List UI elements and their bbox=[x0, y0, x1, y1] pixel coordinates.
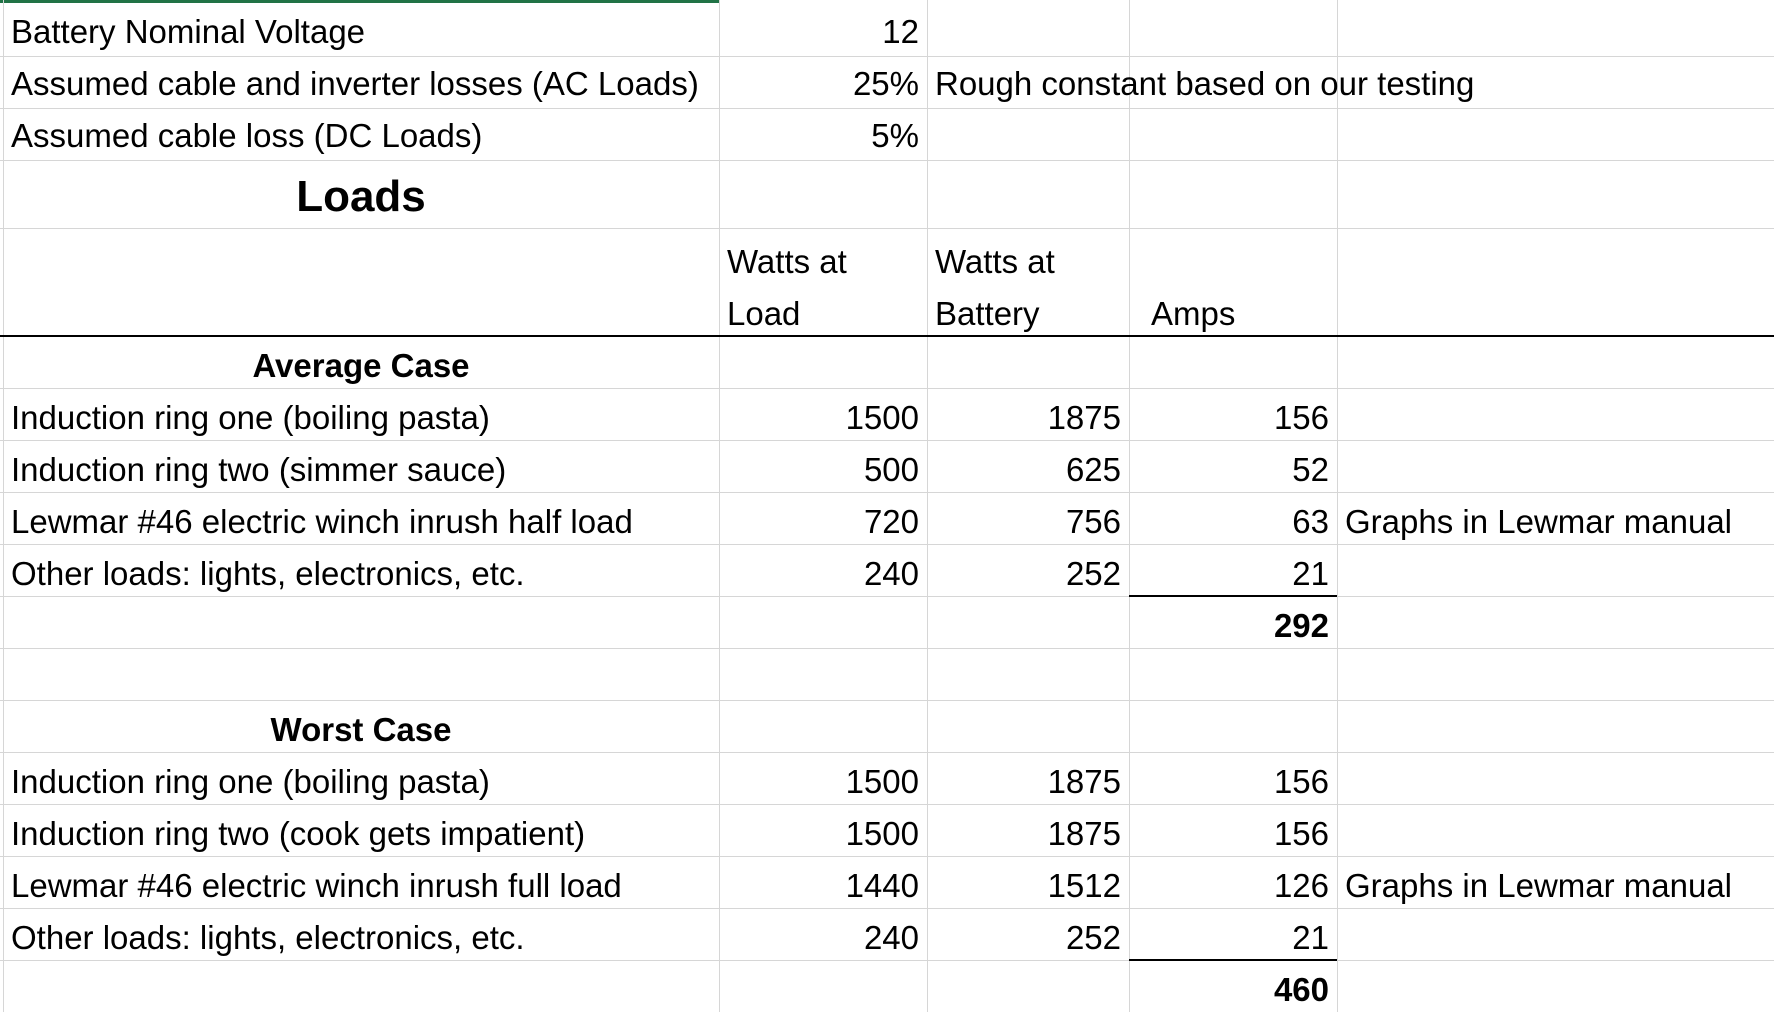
param-value-dc-loss[interactable]: 5% bbox=[871, 117, 919, 154]
watts-at-battery[interactable]: 1875 bbox=[1047, 399, 1121, 436]
selected-cell-indicator bbox=[0, 0, 720, 3]
gridline bbox=[0, 440, 1774, 441]
watts-at-battery[interactable]: 1512 bbox=[1047, 867, 1121, 904]
watts-at-battery[interactable]: 1875 bbox=[1047, 815, 1121, 852]
header-bottom-border bbox=[0, 335, 1774, 337]
watts-at-battery[interactable]: 1875 bbox=[1047, 763, 1121, 800]
amps[interactable]: 156 bbox=[1273, 399, 1329, 436]
watts-at-load[interactable]: 1500 bbox=[845, 763, 919, 800]
param-label-ac-losses[interactable]: Assumed cable and inverter losses (AC Loads) bbox=[11, 65, 699, 102]
amps[interactable]: 21 bbox=[1292, 555, 1329, 592]
load-name[interactable]: Induction ring one (boiling pasta) bbox=[11, 763, 490, 800]
gridline bbox=[0, 700, 1774, 701]
load-name[interactable]: Induction ring one (boiling pasta) bbox=[11, 399, 490, 436]
load-name[interactable]: Lewmar #46 electric winch inrush full load bbox=[11, 867, 622, 904]
amps[interactable]: 126 bbox=[1273, 867, 1329, 904]
header-amps[interactable]: Amps bbox=[1151, 295, 1236, 332]
amps[interactable]: 156 bbox=[1273, 815, 1329, 852]
loads-title[interactable]: Loads bbox=[296, 172, 426, 221]
param-value-ac-losses[interactable]: 25% bbox=[852, 65, 919, 102]
watts-at-load[interactable]: 1500 bbox=[845, 399, 919, 436]
gridline bbox=[0, 544, 1774, 545]
header-watts-at-battery-line1[interactable]: Watts at bbox=[935, 243, 1055, 280]
gridline bbox=[0, 160, 1774, 161]
param-value-battery-voltage[interactable]: 12 bbox=[882, 13, 919, 50]
amps[interactable]: 21 bbox=[1292, 919, 1329, 956]
gridline bbox=[0, 648, 1774, 649]
gridline bbox=[0, 856, 1774, 857]
gridline bbox=[0, 492, 1774, 493]
watts-at-battery[interactable]: 625 bbox=[1065, 451, 1121, 488]
gridline bbox=[0, 596, 1774, 597]
watts-at-load[interactable]: 240 bbox=[863, 555, 919, 592]
gridline bbox=[0, 960, 1774, 961]
gridline bbox=[0, 228, 1774, 229]
worst-case-title[interactable]: Worst Case bbox=[270, 711, 452, 748]
worst-total-amps[interactable]: 460 bbox=[1273, 971, 1329, 1008]
load-note[interactable]: Graphs in Lewmar manual bbox=[1345, 867, 1733, 904]
watts-at-load[interactable]: 240 bbox=[863, 919, 919, 956]
param-note-ac-losses[interactable]: Rough constant based on our testing bbox=[935, 65, 1475, 102]
sum-border-worst bbox=[1129, 959, 1337, 961]
watts-at-load[interactable]: 1440 bbox=[845, 867, 919, 904]
gridline bbox=[0, 752, 1774, 753]
gridline bbox=[0, 56, 1774, 57]
gridline bbox=[0, 908, 1774, 909]
load-name[interactable]: Lewmar #46 electric winch inrush half load bbox=[11, 503, 633, 540]
average-case-title[interactable]: Average Case bbox=[252, 347, 470, 384]
gridline bbox=[0, 108, 1774, 109]
watts-at-load[interactable]: 720 bbox=[863, 503, 919, 540]
watts-at-load[interactable]: 500 bbox=[863, 451, 919, 488]
load-name[interactable]: Other loads: lights, electronics, etc. bbox=[11, 919, 525, 956]
gridline bbox=[0, 388, 1774, 389]
header-watts-at-load-line2[interactable]: Load bbox=[727, 295, 801, 332]
load-name[interactable]: Other loads: lights, electronics, etc. bbox=[11, 555, 525, 592]
amps[interactable]: 52 bbox=[1292, 451, 1329, 488]
sum-border-average bbox=[1129, 595, 1337, 597]
watts-at-battery[interactable]: 756 bbox=[1065, 503, 1121, 540]
gridline bbox=[0, 804, 1774, 805]
average-total-amps[interactable]: 292 bbox=[1273, 607, 1329, 644]
watts-at-battery[interactable]: 252 bbox=[1065, 555, 1121, 592]
load-note[interactable]: Graphs in Lewmar manual bbox=[1345, 503, 1733, 540]
amps[interactable]: 63 bbox=[1292, 503, 1329, 540]
amps[interactable]: 156 bbox=[1273, 763, 1329, 800]
watts-at-battery[interactable]: 252 bbox=[1065, 919, 1121, 956]
param-label-dc-loss[interactable]: Assumed cable loss (DC Loads) bbox=[11, 117, 483, 154]
load-name[interactable]: Induction ring two (cook gets impatient) bbox=[11, 815, 586, 852]
header-watts-at-load-line1[interactable]: Watts at bbox=[727, 243, 847, 280]
header-watts-at-battery-line2[interactable]: Battery bbox=[935, 295, 1040, 332]
load-name[interactable]: Induction ring two (simmer sauce) bbox=[11, 451, 507, 488]
param-label-battery-voltage[interactable]: Battery Nominal Voltage bbox=[11, 13, 366, 50]
watts-at-load[interactable]: 1500 bbox=[845, 815, 919, 852]
